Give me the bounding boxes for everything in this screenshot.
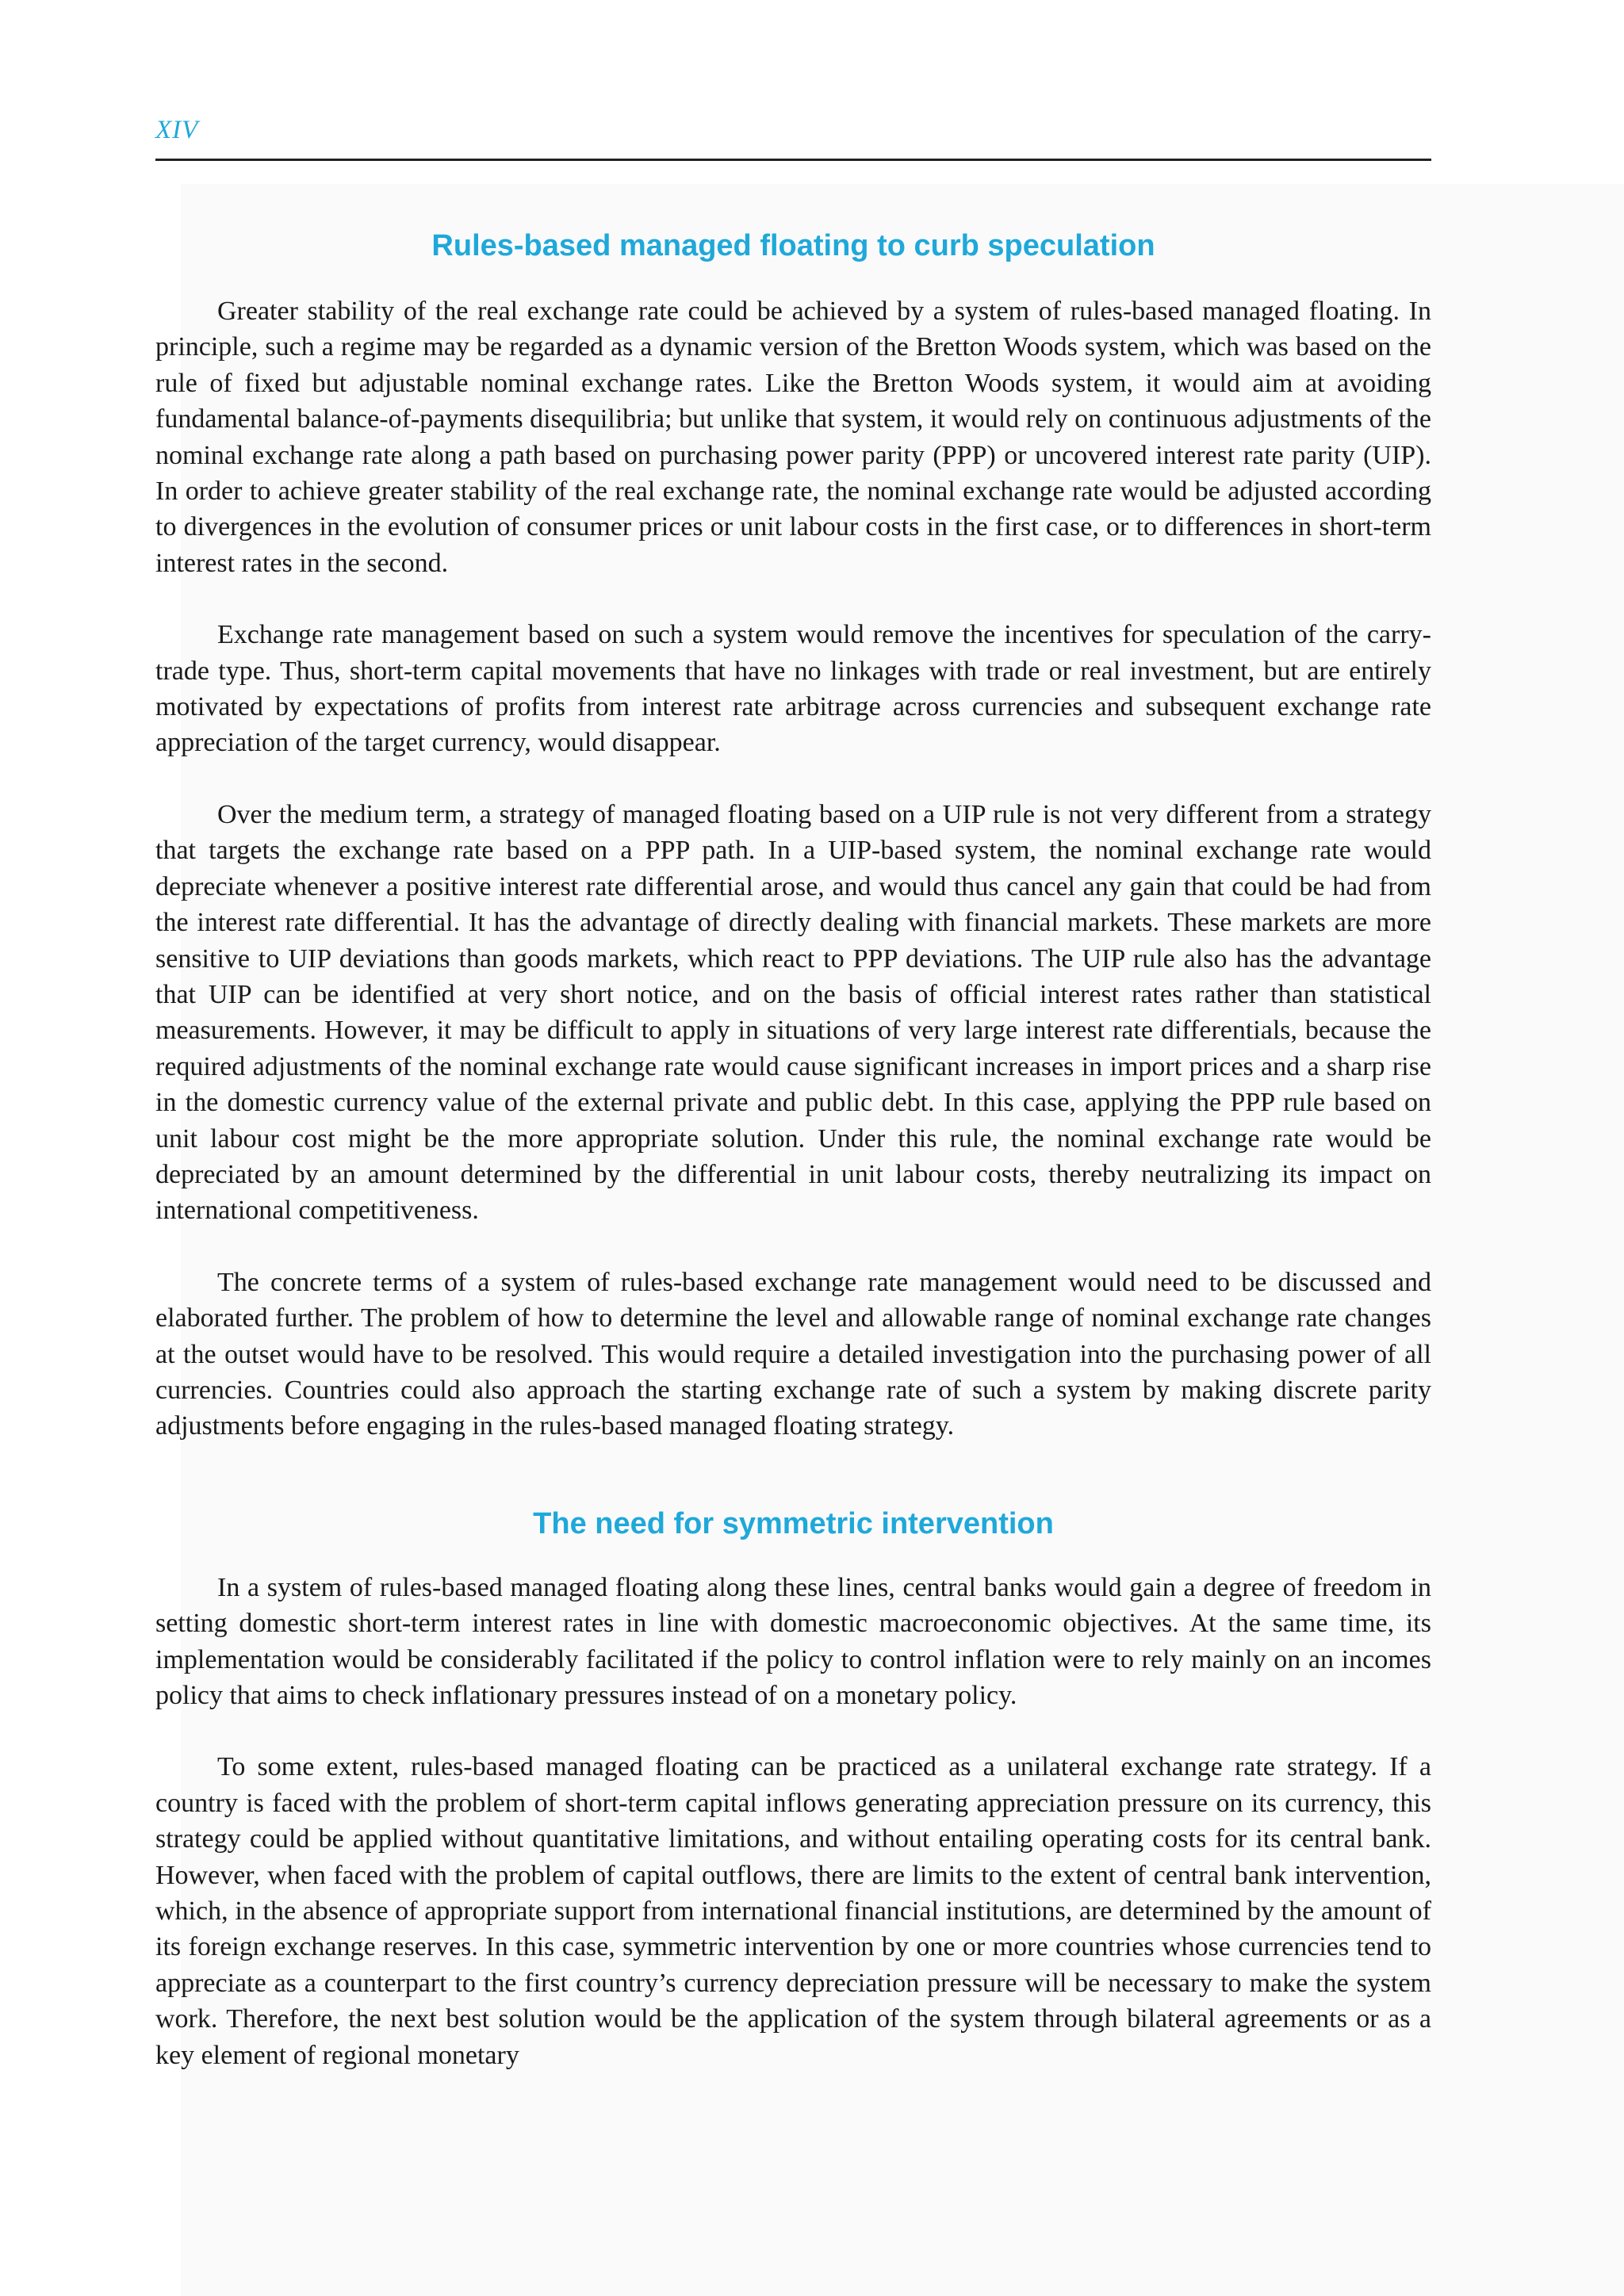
body-paragraph: Greater stability of the real exchange rate could be achieved by a system of rules-based managed floating. In principle, such a regime may be regarded as a dynamic version of the Bretton Woods system, which was based on the rule of fixed but adjustable nominal exchange rates. Like the Bretton Woods system, it would aim at avoiding fundamental balance-of-payments disequilibria; but unlike that system, it would rely on continuous adjustments of the nominal exchange rate along a path based on purchasing power parity (PPP) or uncovered interest rate parity (UIP). In order to achieve greater stability of the real exchange rate, the nominal exchange rate would be adjusted according to divergences in the evolution of consumer prices or unit labour costs in the first case, or to differences in short-term interest rates in the second. [155, 297, 1431, 578]
body-paragraph: To some extent, rules-based managed floating can be practiced as a unilateral exchange rate strategy. If a country is faced with the problem of short-term capital inflows generating appreciation pressure on its currency, this strategy could be applied without quantitative limitations, and without entailing operating costs for its central bank. However, when faced with the problem of capital outflows, there are limits to the extent of central bank intervention, which, in the absence of appropriate support from international financial institutions, are determined by the amount of its foreign exchange reserves. In this case, symmetric intervention by one or more countries whose currencies tend to appreciate as a counterpart to the first country’s currency depreciation pressure will be necessary to make the system work. Therefore, the next best solution would be the application of the system through bilateral agreements or as a key element of regional monetary [155, 1752, 1431, 2070]
body-paragraph: The concrete terms of a system of rules-based exchange rate management would need to be discussed and elaborated further. The problem of how to determine the level and allowable range of nominal exchange rate changes at the outset would have to be resolved. This would require a detailed investigation into the purchasing power of all currencies. Countries could also approach the starting exchange rate of such a system by making discrete parity adjustments before engaging in the rules-based managed floating strategy. [155, 1267, 1431, 1441]
body-paragraph: In a system of rules-based managed floating along these lines, central banks would gain a degree of freedom in setting domestic short-term interest rates in line with domestic macroeconomic objectives. At the same time, its implementation would be considerably facilitated if the policy to control inflation were to rely mainly on an incomes policy that aims to check inflationary pressures instead of on a monetary policy. [155, 1572, 1431, 1710]
section-heading-symmetric-intervention: The need for symmetric intervention [533, 1506, 1054, 1540]
body-paragraph: Over the medium term, a strategy of managed floating based on a UIP rule is not very different from a strategy that targets the exchange rate based on a PPP path. In a UIP-based system, the nominal exchange rate would depreciate whenever a positive interest rate differential arose, and would thus cancel any gain that could be had from the interest rate differential. It has the advantage of directly dealing with financial markets. These markets are more sensitive to UIP deviations than goods markets, which react to PPP deviations. The UIP rule also has the advantage that UIP can be identified at very short notice, and on the basis of official interest rates rather than statistical measurements. However, it may be difficult to apply in situations of very large interest rate differentials, because the required adjustments of the nominal exchange rate would cause significant increases in import prices and a sharp rise in the domestic currency value of the external private and public debt. In this case, applying the PPP rule based on unit labour cost might be the more appropriate solution. Under this rule, the nominal exchange rate would be depreciated by an amount determined by the differential in unit labour costs, thereby neutralizing its impact on international competitiveness. [155, 799, 1431, 1226]
page-number: XIV [155, 116, 199, 144]
page-content [155, 222, 1431, 2073]
header-rule [155, 159, 1431, 161]
body-paragraph: Exchange rate management based on such a system would remove the incentives for speculation of the carry-trade type. Thus, short-term capital movements that have no linkages with trade or real investment, but are entirely motivated by expectations of profits from interest rate arbitrage across currencies and subsequent exchange rate appreciation of the target currency, would disappear. [155, 620, 1431, 758]
section-heading-rules-based: Rules-based managed floating to curb speculation [431, 229, 1155, 262]
